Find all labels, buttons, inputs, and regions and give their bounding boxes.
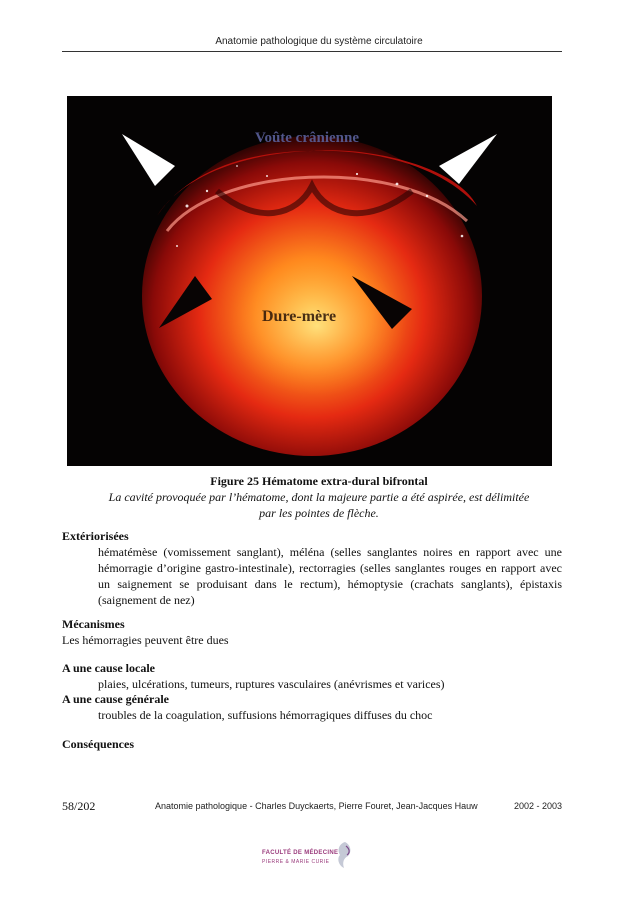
section-heading: Mécanismes xyxy=(62,617,125,631)
footer-years: 2002 - 2003 xyxy=(513,801,562,811)
section-cause-locale xyxy=(62,660,562,692)
logo-line-2: PIERRE & MARIE CURIE xyxy=(262,859,330,865)
logo-line-1: FACULTÉ DE MÉDECINE xyxy=(262,850,339,856)
section-text: hématémèse (vomissement sanglant), méléna (selles sanglantes noires en rapport avec une hémorragie d’origine gastro-intestinale), rectorragies (selles sanglantes rouges en rapport avec un saignement se produisant dans le rectum), hémoptysie (crachats sanglants), épistaxis (saignement de nez) xyxy=(98,545,562,607)
header-rule xyxy=(62,51,562,52)
photo-label-center: Dure-mère xyxy=(262,308,337,325)
hematoma-photo-illustration xyxy=(67,96,552,466)
figure-caption-title: Figure 25 Hématome extra-dural bifrontal xyxy=(210,474,428,488)
section-text: plaies, ulcérations, tumeurs, ruptures vasculaires (anévrismes et varices) xyxy=(98,677,445,691)
footer-authors: Anatomie pathologique - Charles Duyckaerts, Pierre Fouret, Jean-Jacques Hauw xyxy=(155,801,478,811)
faculty-emblem-icon xyxy=(334,840,356,870)
section-heading: Conséquences xyxy=(62,737,135,751)
page-number: 58/202 xyxy=(62,799,96,813)
section-exteriorisees xyxy=(62,528,562,608)
section-text: Les hémorragies peuvent être dues xyxy=(62,633,229,647)
section-text: troubles de la coagulation, suffusions hémorragiques diffuses du choc xyxy=(98,708,433,722)
section-cause-generale xyxy=(62,691,562,723)
running-header: Anatomie pathologique du système circulatoire xyxy=(215,36,423,47)
figure-photo xyxy=(67,96,552,466)
section-heading: A une cause locale xyxy=(62,661,155,675)
section-mecanismes xyxy=(62,616,562,648)
faculty-logo xyxy=(262,838,362,874)
section-heading: A une cause générale xyxy=(62,692,169,706)
section-consequences xyxy=(62,736,562,752)
figure-caption-text: La cavité provoquée par l’hématome, dont la majeure partie a été aspirée, est délimitée par les pointes de flèche. xyxy=(108,490,530,520)
photo-label-top: Voûte crânienne xyxy=(254,130,360,146)
section-heading: Extériorisées xyxy=(62,529,129,543)
